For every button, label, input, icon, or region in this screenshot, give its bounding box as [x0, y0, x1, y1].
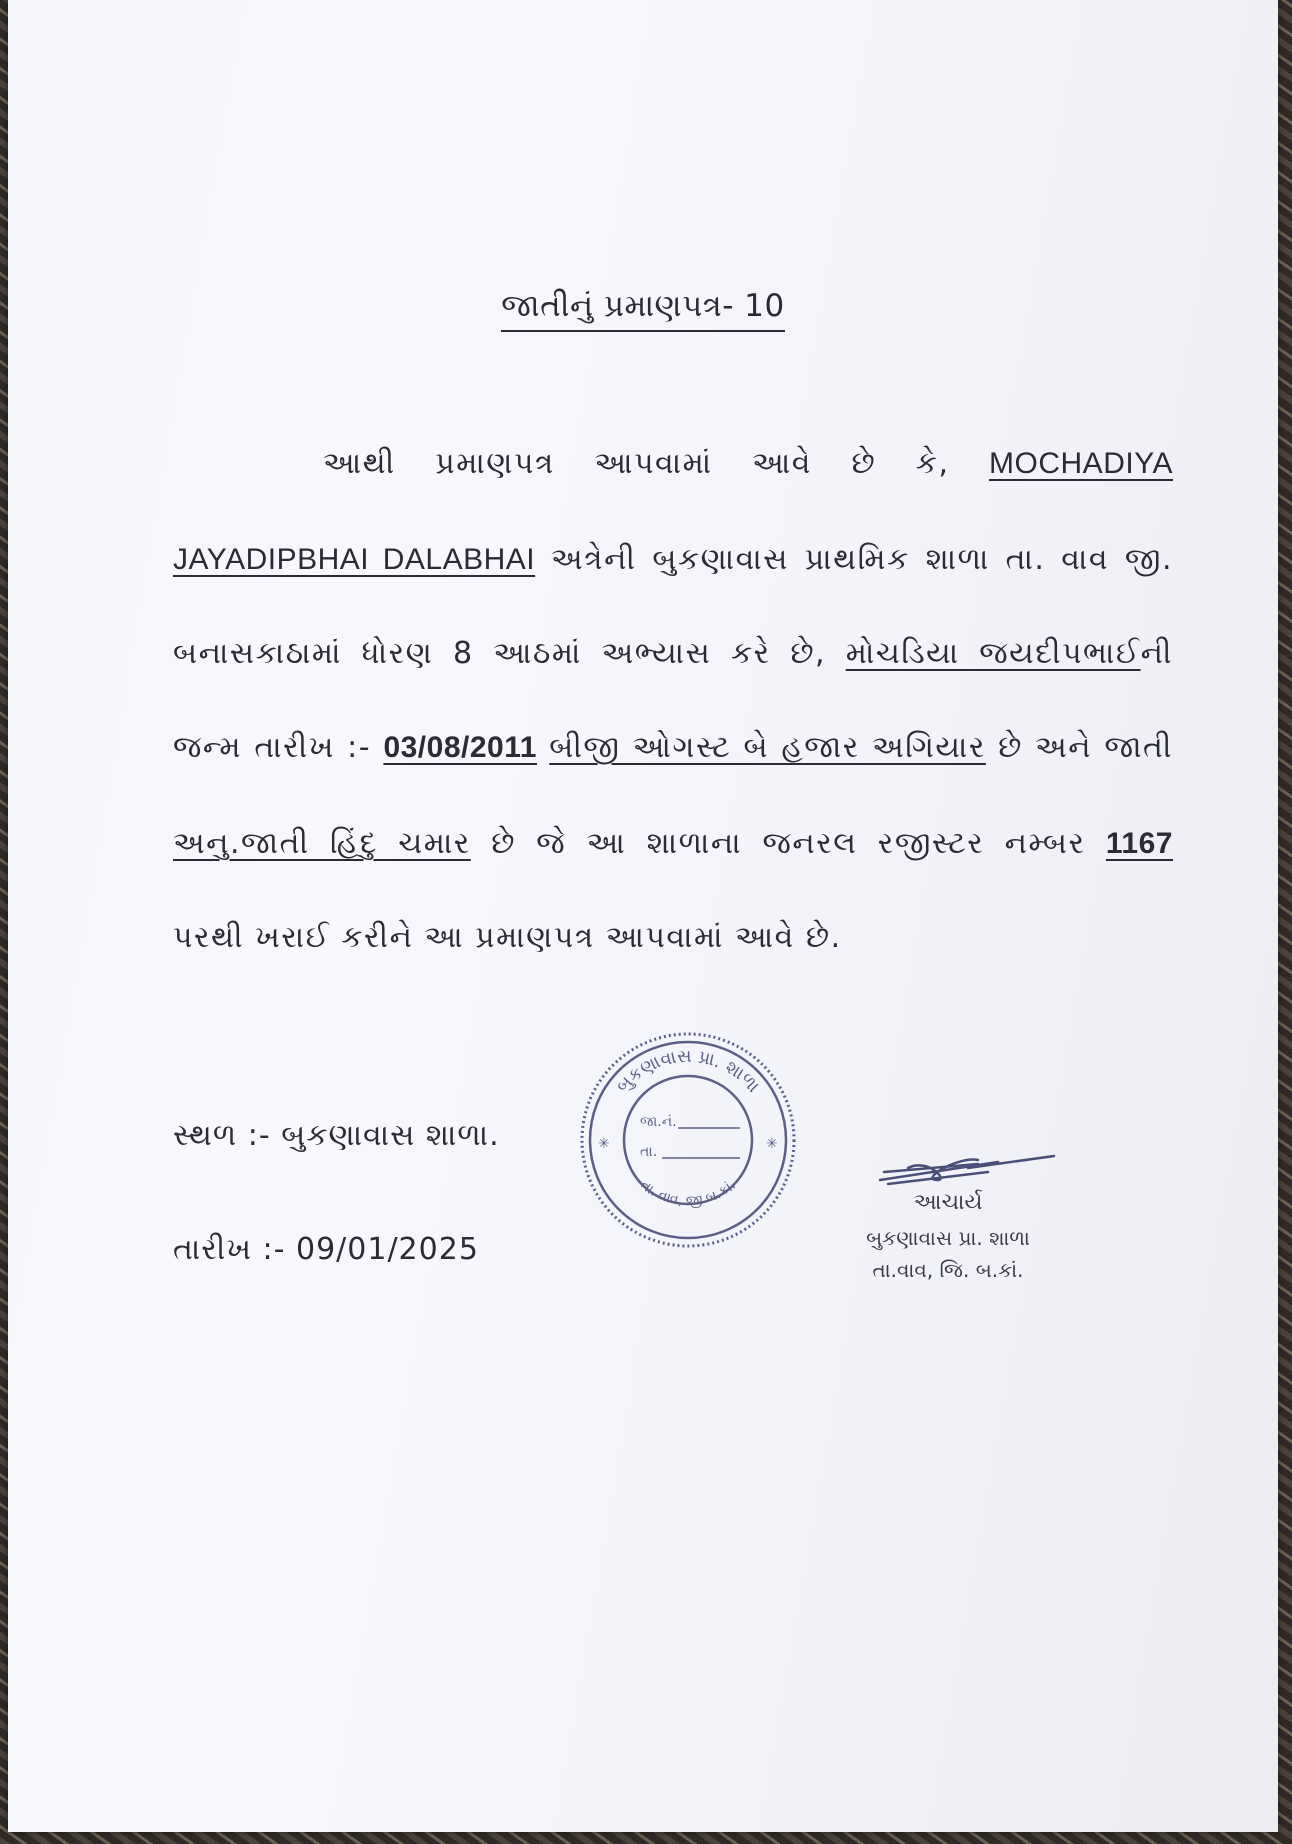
stamp-star-left-icon: ✳	[598, 1136, 610, 1152]
school-seal-stamp	[578, 1030, 798, 1250]
place-label: સ્થળ :- બુકણાવાસ શાળા.	[173, 1118, 500, 1153]
caste-value: અનુ.જાતી હિંદુ ચમાર	[173, 826, 471, 861]
principal-school: બુકણાવાસ પ્રા. શાળા	[866, 1226, 1030, 1250]
paragraph-line-3	[173, 636, 1173, 671]
stamp-ring-text: બુકણાવાસ પ્રા. શાળા	[612, 1045, 764, 1097]
line5-text: છે જે આ શાળાના જનરલ રજીસ્ટર નમ્બર	[491, 826, 1086, 861]
issue-date: તારીખ :- 09/01/2025	[173, 1232, 479, 1267]
paragraph-line-2	[173, 542, 1173, 577]
paragraph-line-4	[173, 730, 1173, 765]
stamp-star-right-icon: ✳	[766, 1136, 778, 1152]
line4-tail: છે અને જાતી	[998, 730, 1173, 765]
stamp-field-2: તા.	[640, 1144, 658, 1160]
date-of-birth: 03/08/2011	[383, 731, 537, 764]
line4-lead: જન્મ તારીખ :-	[173, 730, 372, 765]
line2-text: અત્રેની બુકણાવાસ પ્રાથમિક શાળા તા. વાવ જી.	[550, 542, 1173, 577]
stamp-field-1: જા.નં.	[640, 1114, 677, 1130]
stamp-bottom-text: તા. વાવ, જી.બ.કાં.	[637, 1177, 739, 1210]
student-name-part2: JAYADIPBHAI DALABHAI	[173, 543, 536, 576]
paragraph-line-1	[173, 446, 1173, 481]
register-number: 1167	[1105, 827, 1173, 860]
principal-address: તા.વાવ, જિ. બ.કાં.	[872, 1258, 1024, 1282]
student-name-part1: MOCHADIYA	[989, 447, 1173, 480]
principal-title: આચાર્ય	[913, 1190, 983, 1215]
certificate-title: જાતીનું પ્રમાણપત્ર- 10	[8, 288, 1278, 325]
principal-signature-block	[828, 1150, 1068, 1300]
paragraph-line-6	[173, 920, 1173, 955]
certificate-page	[8, 0, 1278, 1832]
line6-text: પરથી ખરાઈ કરીને આ પ્રમાણપત્ર આપવામાં આવે છે.	[173, 920, 842, 955]
line3-suffix: ની	[1140, 636, 1173, 671]
paragraph-line-5	[173, 826, 1173, 861]
date-of-birth-words: બીજી ઓગસ્ટ બે હજાર અગિયાર	[549, 730, 986, 765]
line1-lead: આથી પ્રમાણપત્ર આપવામાં આવે છે કે,	[323, 446, 950, 481]
student-name-gujarati: મોચડિયા જયદીપભાઈ	[845, 636, 1141, 671]
line3-text: બનાસકાઠામાં ધોરણ 8 આઠમાં અભ્યાસ કરે છે,	[173, 636, 827, 671]
